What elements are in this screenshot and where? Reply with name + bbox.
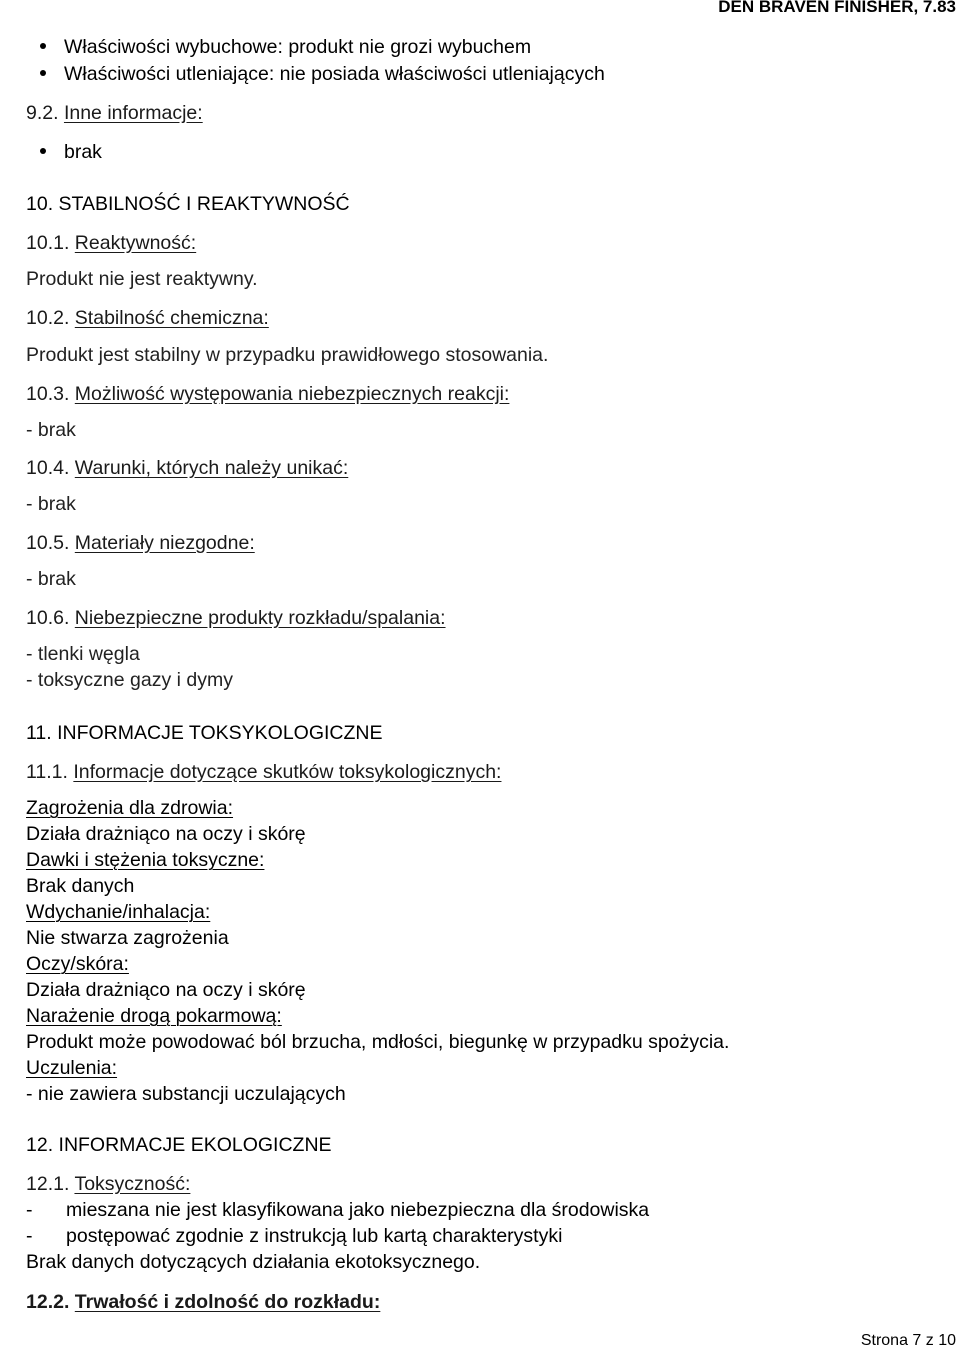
body-text: Brak danych dotyczących działania ekotoksycznego.: [26, 1251, 481, 1273]
body-text: - brak: [26, 419, 76, 441]
body-text: - tlenki węgla: [26, 643, 140, 665]
bullet-icon: [40, 43, 46, 49]
subsection-title: Możliwość występowania niebezpiecznych reakcji:: [74, 383, 510, 405]
item-label: Narażenie drogą pokarmową:: [26, 1005, 282, 1027]
list-item-text: mieszana nie jest klasyfikowana jako niebezpieczna dla środowiska: [66, 1199, 650, 1221]
dash-marker: -: [26, 1199, 33, 1221]
subsection-number: 12.1.: [26, 1173, 70, 1195]
bullet-text: Właściwości utleniające: nie posiada właściwości utleniających: [64, 63, 605, 85]
section-title: 10. STABILNOŚĆ I REAKTYWNOŚĆ: [26, 193, 350, 215]
body-text: - brak: [26, 493, 76, 515]
subsection-title: Trwałość i zdolność do rozkładu:: [74, 1291, 381, 1313]
subsection-title: Warunki, których należy unikać:: [74, 457, 349, 479]
body-text: - brak: [26, 568, 76, 590]
subsection-number: 12.2.: [26, 1291, 70, 1313]
subsection-title: Reaktywność:: [74, 232, 197, 254]
list-item: [26, 1224, 562, 1248]
section-title: 12. INFORMACJE EKOLOGICZNE: [26, 1134, 332, 1156]
subsection-title: Materiały niezgodne:: [74, 532, 255, 554]
subsection-number: 9.2.: [26, 102, 59, 124]
subsection-number: 10.2.: [26, 307, 70, 329]
bullet-item: [40, 62, 605, 86]
subsection-title: Niebezpieczne produkty rozkładu/spalania:: [74, 607, 446, 629]
subsection-title: Stabilność chemiczna:: [74, 307, 269, 329]
subsection-number: 10.5.: [26, 532, 70, 554]
subsection-number: 10.4.: [26, 457, 70, 479]
subsection-number: 10.1.: [26, 232, 70, 254]
list-item-text: postępować zgodnie z instrukcją lub kartą charakterystyki: [66, 1225, 563, 1247]
subsection-10-1: [26, 231, 196, 255]
section-title: 11. INFORMACJE TOKSYKOLOGICZNE: [26, 722, 383, 744]
item-text: Nie stwarza zagrożenia: [26, 927, 229, 949]
item-label: Uczulenia:: [26, 1057, 118, 1079]
subsection-11-1: [26, 760, 501, 784]
item-label: Wdychanie/inhalacja:: [26, 901, 211, 923]
list-item: [26, 1198, 649, 1222]
subsection-10-2: [26, 306, 269, 330]
subsection-10-5: [26, 531, 255, 555]
document-header: DEN BRAVEN FINISHER, 7.83: [718, 0, 956, 16]
bullet-text: Właściwości wybuchowe: produkt nie grozi wybuchem: [64, 36, 532, 58]
subsection-10-6: [26, 606, 446, 630]
bullet-item: [40, 35, 531, 59]
bullet-icon: [40, 148, 46, 154]
item-text: Działa drażniąco na oczy i skórę: [26, 823, 306, 845]
item-text: Produkt może powodować ból brzucha, mdłości, biegunkę w przypadku spożycia.: [26, 1031, 730, 1053]
subsection-number: 11.1.: [26, 761, 68, 783]
subsection-12-1: [26, 1172, 190, 1196]
item-text: - nie zawiera substancji uczulających: [26, 1083, 346, 1105]
subsection-12-2: [26, 1290, 380, 1314]
subsection-number: 10.3.: [26, 383, 70, 405]
body-text: Produkt nie jest reaktywny.: [26, 268, 258, 290]
bullet-text: brak: [64, 141, 102, 163]
body-text: - toksyczne gazy i dymy: [26, 669, 233, 691]
subsection-title: Inne informacje:: [63, 102, 203, 124]
page-number: Strona 7 z 10: [860, 1332, 956, 1349]
item-text: Brak danych: [26, 875, 135, 897]
dash-marker: -: [26, 1225, 33, 1247]
bullet-item: [40, 140, 102, 164]
subsection-9-2: [26, 101, 203, 125]
bullet-icon: [40, 70, 46, 76]
item-label: Oczy/skóra:: [26, 953, 129, 975]
subsection-10-4: [26, 456, 348, 480]
subsection-title: Toksyczność:: [74, 1173, 191, 1195]
subsection-10-3: [26, 382, 509, 406]
body-text: Produkt jest stabilny w przypadku prawidłowego stosowania.: [26, 344, 549, 366]
item-label: Zagrożenia dla zdrowia:: [26, 797, 234, 819]
subsection-title: Informacje dotyczące skutków toksykologicznych:: [73, 761, 502, 783]
subsection-number: 10.6.: [26, 607, 70, 629]
item-label: Dawki i stężenia toksyczne:: [26, 849, 265, 871]
item-text: Działa drażniąco na oczy i skórę: [26, 979, 306, 1001]
